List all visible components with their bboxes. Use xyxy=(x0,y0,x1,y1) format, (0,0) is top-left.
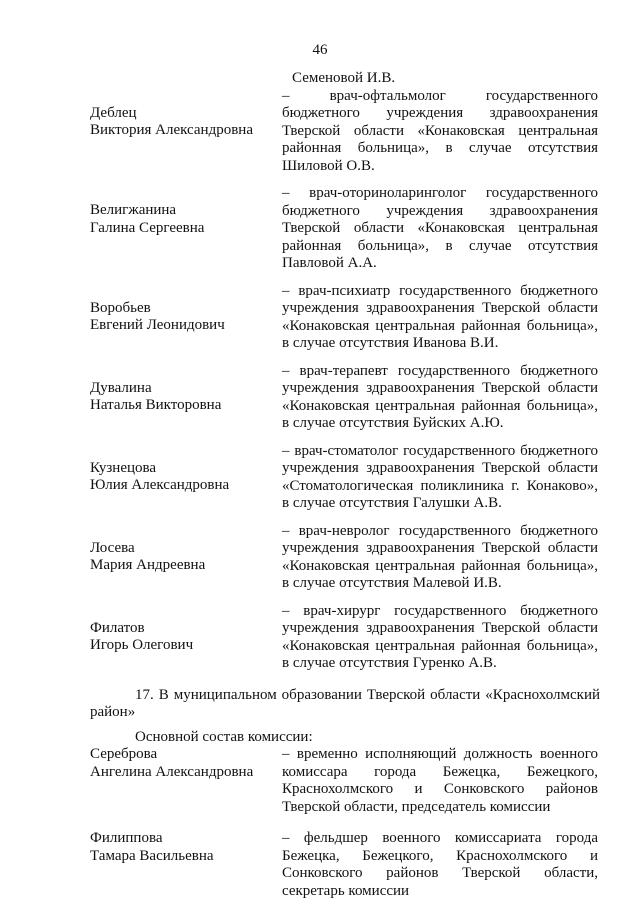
member-surname: Велигжанина xyxy=(90,202,177,218)
member-surname: Воробьев xyxy=(90,299,151,316)
member-given-name: Наталья Викторовна xyxy=(90,397,222,413)
member-role: – врач-оториноларинголог государственного бюджетного учреждения здравоохранения Тверской области «Конаковская центральная районная больница», в случае отсутствия Павловой А.А. xyxy=(282,185,598,271)
member-surname: Филатов xyxy=(90,619,145,636)
member-name xyxy=(90,523,282,593)
commission-member xyxy=(90,523,600,593)
carry-over-text: Семеновой И.В. xyxy=(292,70,396,86)
member-surname: Сереброва xyxy=(90,746,158,762)
member-role: – временно исполняющий должность военного комиссара города Бежецка, Бежецкого, Краснохолмского и Сонковского районов Тверской области, председатель комиссии xyxy=(282,746,598,815)
section-subheading: Основной состав комиссии: xyxy=(135,728,313,745)
member-role: – врач-хирург государственного бюджетного учреждения здравоохранения Тверской области «Конаковская центральная районная больница», в случае отсутствия Гуренко А.В. xyxy=(282,602,598,671)
member-role: – врач-терапевт государственного бюджетного учреждения здравоохранения Тверской области «Конаковская центральная районная больница», в случае отсутствия Буйских А.Ю. xyxy=(282,362,598,431)
document-body xyxy=(90,70,600,914)
commission-member xyxy=(90,603,600,673)
member-name xyxy=(90,185,282,273)
member-given-name: Евгений Леонидович xyxy=(90,317,225,333)
page-number: 46 xyxy=(312,42,328,58)
member-surname: Дувалина xyxy=(90,379,152,396)
commission-member xyxy=(90,746,600,816)
member-surname: Кузнецова xyxy=(90,459,157,476)
member-name xyxy=(90,88,282,176)
commission-member xyxy=(90,283,600,353)
commission-member xyxy=(90,830,600,900)
commission-member xyxy=(90,185,600,273)
member-given-name: Игорь Олегович xyxy=(90,637,194,653)
member-role: – врач-стоматолог государственного бюджетного учреждения здравоохранения Тверской области «Стоматологическая поликлиника г. Конаково», в случае отсутствия Галушки А.В. xyxy=(282,442,598,511)
member-name xyxy=(90,603,282,673)
member-role: – фельдшер военного комиссариата города Бежецка, Бежецкого, Краснохолмского и Сонковского районов Тверской области, секретарь комиссии xyxy=(282,830,598,899)
member-name xyxy=(90,443,282,513)
member-surname: Деблец xyxy=(90,104,137,121)
member-name xyxy=(90,746,282,816)
member-name xyxy=(90,363,282,433)
member-role: – врач-офтальмолог государственного бюджетного учреждения здравоохранения Тверской области «Конаковская центральная районная больница», в случае отсутствия Шиловой О.В. xyxy=(282,87,598,174)
member-role: – врач-невролог государственного бюджетного учреждения здравоохранения Тверской области «Конаковская центральная районная больница», в случае отсутствия Малевой И.В. xyxy=(282,522,598,591)
member-name xyxy=(90,283,282,353)
member-role: – врач-психиатр государственного бюджетного учреждения здравоохранения Тверской области «Конаковская центральная районная больница», в случае отсутствия Иванова В.И. xyxy=(282,282,598,351)
member-given-name: Юлия Александровна xyxy=(90,477,230,493)
commission-member xyxy=(90,88,600,176)
member-surname: Филиппова xyxy=(90,830,163,846)
commission-member xyxy=(90,443,600,513)
commission-member xyxy=(90,363,600,433)
section-heading: 17. В муниципальном образовании Тверской области «Краснохолмский район» xyxy=(90,686,600,720)
member-given-name: Галина Сергеевна xyxy=(90,219,205,236)
member-given-name: Тамара Васильевна xyxy=(90,847,214,864)
member-given-name: Виктория Александровна xyxy=(90,122,253,138)
member-name xyxy=(90,830,282,900)
member-surname: Лосева xyxy=(90,539,135,556)
member-given-name: Ангелина Александровна xyxy=(90,763,254,780)
member-given-name: Мария Андреевна xyxy=(90,557,206,573)
